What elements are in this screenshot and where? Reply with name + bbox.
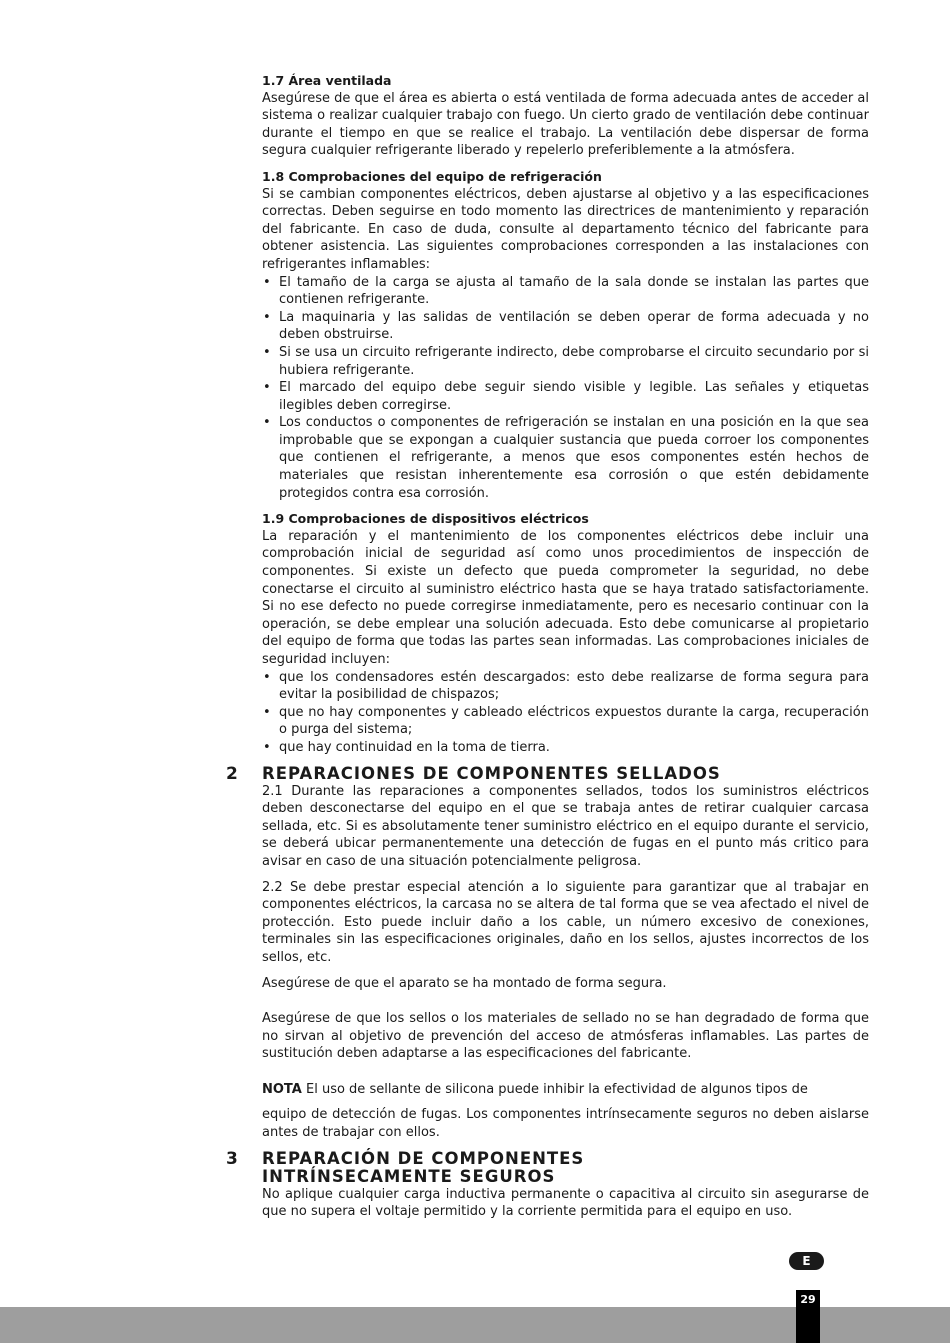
section-title: 1.9 Comprobaciones de dispositivos eléctricos xyxy=(262,511,589,527)
paragraph: equipo de detección de fugas. Los componentes intrínsecamente seguros no deben aislarse antes de trabajar con ellos. xyxy=(262,1107,869,1141)
note xyxy=(262,1081,869,1099)
list-item: • que hay continuidad en la toma de tierra. xyxy=(262,739,869,757)
section-number: 2 xyxy=(226,763,238,784)
list-item: • que no hay componentes y cableado eléctricos expuestos durante la carga, recuperación o purga del sistema; xyxy=(262,704,869,739)
section-number: 3 xyxy=(226,1148,238,1169)
section-2 xyxy=(226,763,869,1142)
list-item: • La maquinaria y las salidas de ventilación se deben operar de forma adecuada y no deben obstruirse. xyxy=(262,309,869,344)
paragraph: 2.2 Se debe prestar especial atención a lo siguiente para garantizar que al trabajar en componentes eléctricos, la carcasa no se altera de tal forma que se vea afectado el nivel de protección. Esto puede incluir daño a los cable, un número excesivo de conexiones, terminales sin las especificaciones originales, daño en los sellos, ajustes incorrectos de los sellos, etc. xyxy=(262,879,869,965)
list-item: • Los conductos o componentes de refrigeración se instalan en una posición en la que sea improbable que se expongan a cualquier sustancia que pueda corroer los componentes que contienen el refrigerante, a menos que esos componentes estén hechos de materiales que resistan inherentemente esa corrosión o que estén debidamente protegidos contra esa corrosión. xyxy=(262,414,869,502)
section-1-9 xyxy=(262,510,869,756)
page-content xyxy=(226,72,869,1221)
paragraph: 2.1 Durante las reparaciones a componentes sellados, todos los suministros eléctricos deben desconectarse del equipo en el que se trabaja antes de retirar cualquier carcasa sellada, etc. Si es absolutamente tener suministro eléctrico en el equipo durante el servicio, se deberá ubicar permanentemente una detección de fugas en el punto más critico para avisar en caso de una situación potencialmente peligrosa. xyxy=(262,783,869,869)
section-body: Si se cambian componentes eléctricos, deben ajustarse al objetivo y a las especificaciones correctas. Deben seguirse en todo momento las directrices de mantenimiento y reparación del fabricante. En caso de duda, consulte al departamento técnico del fabricante para obtener asistencia. Las siguientes comprobaciones corresponden a las instalaciones con refrigerantes inflamables: xyxy=(262,186,869,272)
section-1-7 xyxy=(262,72,869,160)
list-item: • El tamaño de la carga se ajusta al tamaño de la sala donde se instalan las partes que contienen refrigerante. xyxy=(262,274,869,309)
section-heading: REPARACIÓN DE COMPONENTES INTRÍNSECAMENTE SEGUROS xyxy=(262,1148,585,1186)
page-number: 29 xyxy=(800,1293,816,1306)
list-item: • Si se usa un circuito refrigerante indirecto, debe comprobarse el circuito secundario por si hubiera refrigerante. xyxy=(262,344,869,379)
page-number-tab xyxy=(796,1290,820,1343)
language-badge: E xyxy=(789,1252,824,1270)
list-item: • El marcado del equipo debe seguir siendo visible y legible. Las señales y etiquetas ilegibles deben corregirse. xyxy=(262,379,869,414)
checklist xyxy=(262,669,869,757)
list-item: • que los condensadores estén descargados: esto debe realizarse de forma segura para evitar la posibilidad de chispazos; xyxy=(262,669,869,704)
section-1-8 xyxy=(262,168,869,502)
paragraph: No aplique cualquier carga inductiva permanente o capacitiva al circuito sin asegurarse de que no supera el voltaje permitido y la corriente permitida para el equipo en uso. xyxy=(262,1186,869,1220)
section-body: La reparación y el mantenimiento de los componentes eléctricos debe incluir una comprobación inicial de seguridad así como unos procedimientos de inspección de componentes. Si existe un defecto que pueda comprometer la seguridad, no debe conectarse el circuito al suministro eléctrico hasta que se haya tratado satisfactoriamente. Si no ese defecto no puede corregirse inmediatamente, pero es necesario continuar con la operación, se debe emplear una solución adecuada. Esto debe comunicarse al propietario del equipo de forma que todas las partes sean informadas. Las comprobaciones iniciales de seguridad incluyen: xyxy=(262,528,869,667)
section-title: 1.8 Comprobaciones del equipo de refrigeración xyxy=(262,168,602,184)
section-body: Asegúrese de que el área es abierta o está ventilada de forma adecuada antes de acceder al sistema o realizar cualquier trabajo con fuego. Un cierto grado de ventilación debe continuar durante el tiempo en que se realice el trabajo. La ventilación debe dispersar de forma segura cualquier refrigerante liberado y repelerlo preferiblemente a la atmósfera. xyxy=(262,90,869,159)
checklist xyxy=(262,274,869,503)
paragraph: Asegúrese de que los sellos o los materiales de sellado no se han degradado de forma que no sirvan al objetivo de prevención del acceso de atmósferas inflamables. Las partes de sustitución deben adaptarse a las especificaciones del fabricante. xyxy=(262,1011,869,1062)
note-label: NOTA xyxy=(262,1081,302,1097)
paragraph: Asegúrese de que el aparato se ha montado de forma segura. xyxy=(262,975,667,991)
section-3 xyxy=(226,1148,869,1221)
section-heading: REPARACIONES DE COMPONENTES SELLADOS xyxy=(262,763,721,783)
section-title: 1.7 Área ventilada xyxy=(262,73,392,88)
note-text: El uso de sellante de silicona puede inhibir la efectividad de algunos tipos de xyxy=(306,1081,808,1097)
